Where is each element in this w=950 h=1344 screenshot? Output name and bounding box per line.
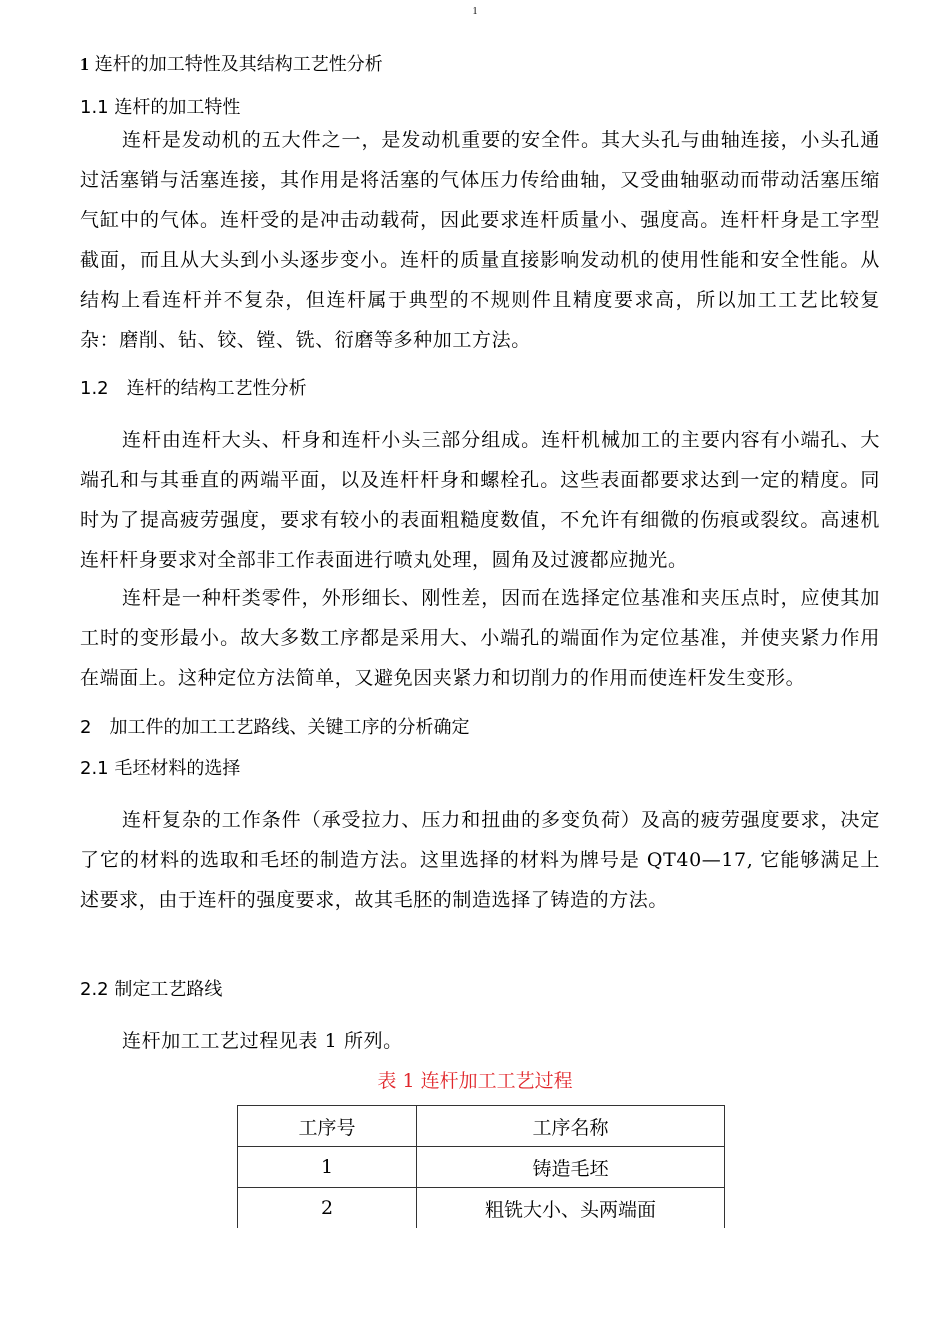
section-2-1-heading: 2.1 毛坯材料的选择 (80, 758, 241, 779)
table-cell: 2 (238, 1188, 417, 1229)
table-row (238, 1188, 725, 1229)
section-1-2-paragraph-1: 连杆由连杆大头、杆身和连杆小头三部分组成。连杆机械加工的主要内容有小端孔、大端孔和与其垂直的两端平面，以及连杆杆身和螺栓孔。这些表面都要求达到一定的精度。同时为了提高疲劳强度，要求有较小的表面粗糙度数值，不允许有细微的伤痕或裂纹。高速机连杆杆身要求对全部非工作表面进行喷丸处理，圆角及过渡都应抛光。 (80, 429, 880, 571)
section-1-2-paragraph-2: 连杆是一种杆类零件，外形细长、刚性差，因而在选择定位基准和夹压点时，应使其加工时的变形最小。故大多数工序都是采用大、小端孔的端面作为定位基准，并使夹紧力作用在端面上。这种定位方法简单，又避免因夹紧力和切削力的作用而使连杆发生变形。 (80, 587, 880, 689)
section-1-1-paragraph: 连杆是发动机的五大件之一，是发动机重要的安全件。其大头孔与曲轴连接，小头孔通过活塞销与活塞连接，其作用是将活塞的气体压力传给曲轴，又受曲轴驱动而带动活塞压缩气缸中的气体。连杆受的是冲击动载荷，因此要求连杆质量小、强度高。连杆杆身是工字型截面，而且从大头到小头逐步变小。连杆的质量直接影响发动机的使用性能和安全性能。从结构上看连杆并不复杂，但连杆属于典型的不规则件且精度要求高，所以加工工艺比较复杂：磨削、钻、铰、镗、铣、衍磨等多种加工方法。 (80, 129, 880, 351)
section-2-2-paragraph: 连杆加工工艺过程见表 1 所列。 (122, 1030, 403, 1052)
section-2-2-heading: 2.2 制定工艺路线 (80, 979, 223, 1000)
table-row (238, 1147, 725, 1188)
table-cell: 粗铣大小、头两端面 (417, 1188, 725, 1229)
section-1-number: 1 (80, 54, 89, 74)
section-2-1-paragraph: 连杆复杂的工作条件（承受拉力、压力和扭曲的多变负荷）及高的疲劳强度要求，决定了它的材料的选取和毛坯的制造方法。这里选择的材料为牌号是 QT40—17, 它能够满足上述要求，由于连杆的强度要求，故其毛胚的制造选择了铸造的方法。 (80, 809, 880, 911)
section-1-2-heading: 1.2 连杆的结构工艺性分析 (80, 378, 307, 399)
page-number: 1 (472, 6, 478, 17)
section-2-heading: 2 加工件的加工工艺路线、关键工序的分析确定 (80, 717, 470, 738)
table-header-row (238, 1106, 725, 1147)
table-header-cell: 工序号 (238, 1106, 417, 1147)
section-1-1-heading: 1.1 连杆的加工特性 (80, 97, 241, 118)
table-cell: 1 (238, 1147, 417, 1188)
table-caption: 表 1 连杆加工工艺过程 (377, 1070, 573, 1092)
table-cell: 铸造毛坯 (417, 1147, 725, 1188)
section-1-title: 连杆的加工特性及其结构工艺性分析 (94, 54, 383, 75)
table-header-cell: 工序名称 (417, 1106, 725, 1147)
process-table (237, 1105, 725, 1228)
section-1-heading (80, 50, 383, 76)
